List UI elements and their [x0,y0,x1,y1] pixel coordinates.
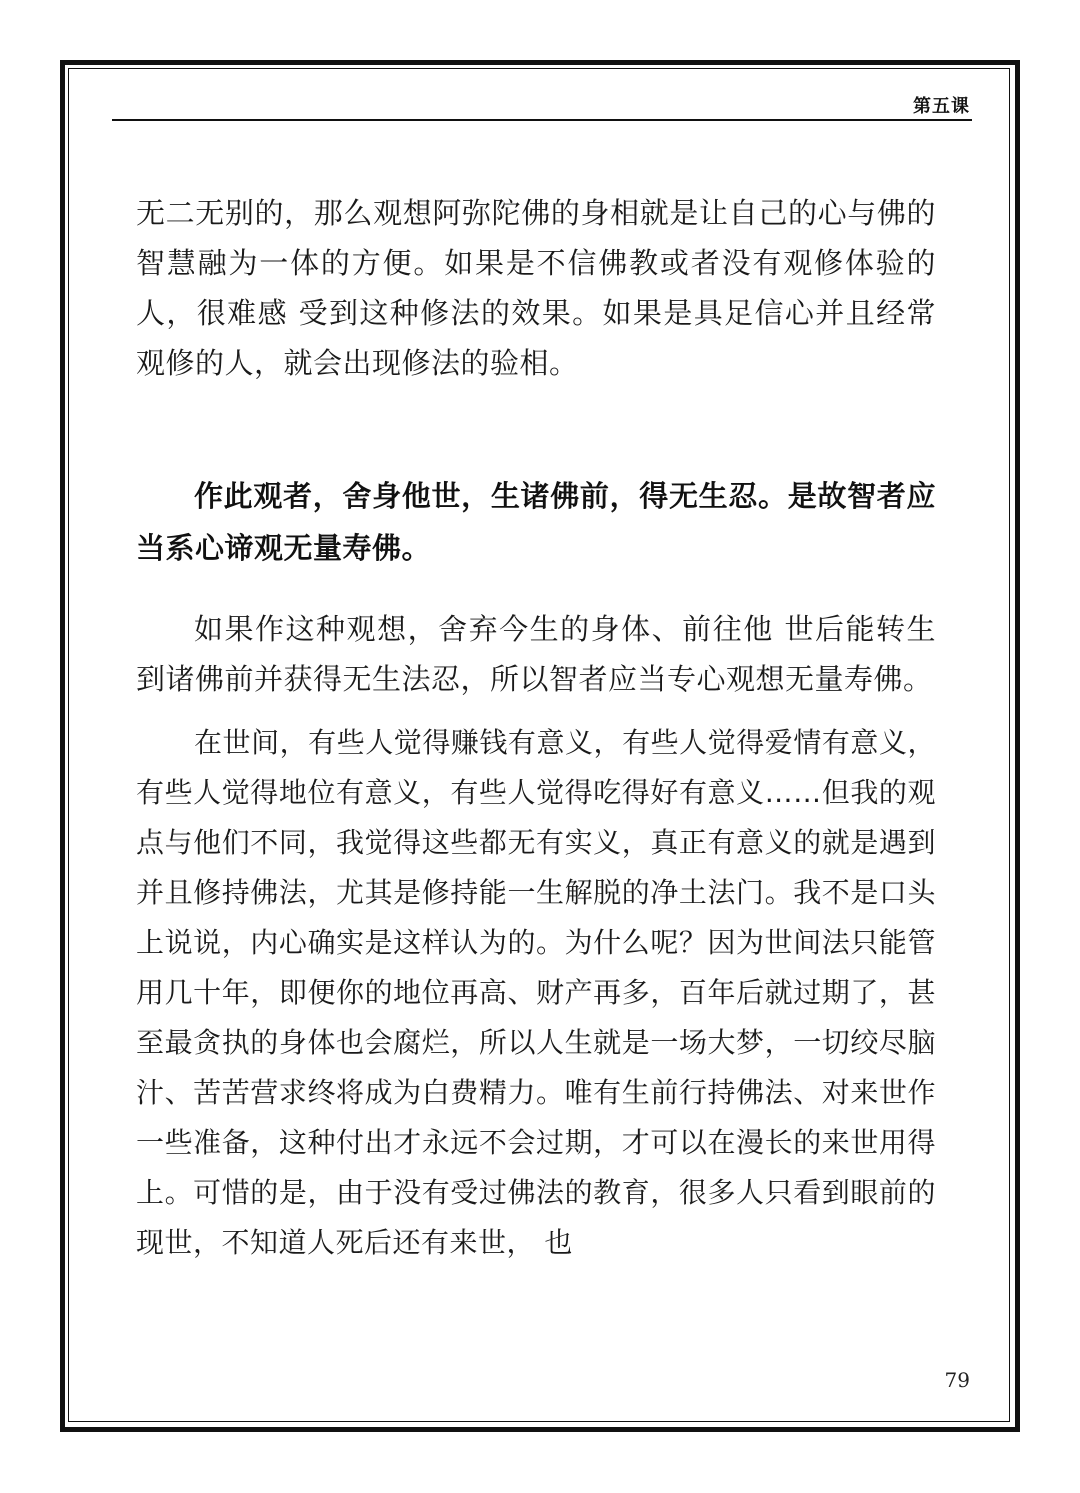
body-paragraph-1: 无二无别的，那么观想阿弥陀佛的身相就是让自己的心与佛的智慧融为一体的方便。如果是不信佛教或者没有观修体验的人，很难感 受到这种修法的效果。如果是具足信心并且经常 观修的人，就会出现修法的验相。 [136,196,936,380]
header-divider [112,119,972,121]
body-paragraph-3: 在世间，有些人觉得赚钱有意义，有些人觉得爱情有意义，有些人觉得地位有意义，有些人觉得吃得好有意义……但我的观点与他们不同，我觉得这些都无有实义，真正有意义的就是遇到并且修持佛法，尤其是修持能一生解脱的净土法门。我不是口头上说说，内心确实是这样认为的。为什么呢？因为世间法只能管用几十年，即便你的地位再高、财产再多，百年后就过期了，甚至最贪执的身体也会腐烂，所以人生就是一场大梦，一切绞尽脑汁、苦苦营求终将成为白费精力。唯有生前行持佛法、对来世作一些准备，这种付出才永远不会过期，才可以在漫长的来世用得上。可惜的是，由于没有受过佛法的教育，很多人只看到眼前的现世，不知道人死后还有来世， 也 [136,726,936,1259]
scripture-quote: 作此观者，舍身他世，生诸佛前，得无生忍。是故智者应当系心谛观无量寿佛。 [136,479,936,565]
chapter-header: 第五课 [913,96,970,117]
page-number: 79 [944,1368,970,1392]
body-paragraph-2: 如果作这种观想，舍弃今生的身体、前往他 世后能转生到诸佛前并获得无生法忍，所以智者应当专心观想无量寿佛。 [136,612,936,696]
page-body [136,188,936,1268]
